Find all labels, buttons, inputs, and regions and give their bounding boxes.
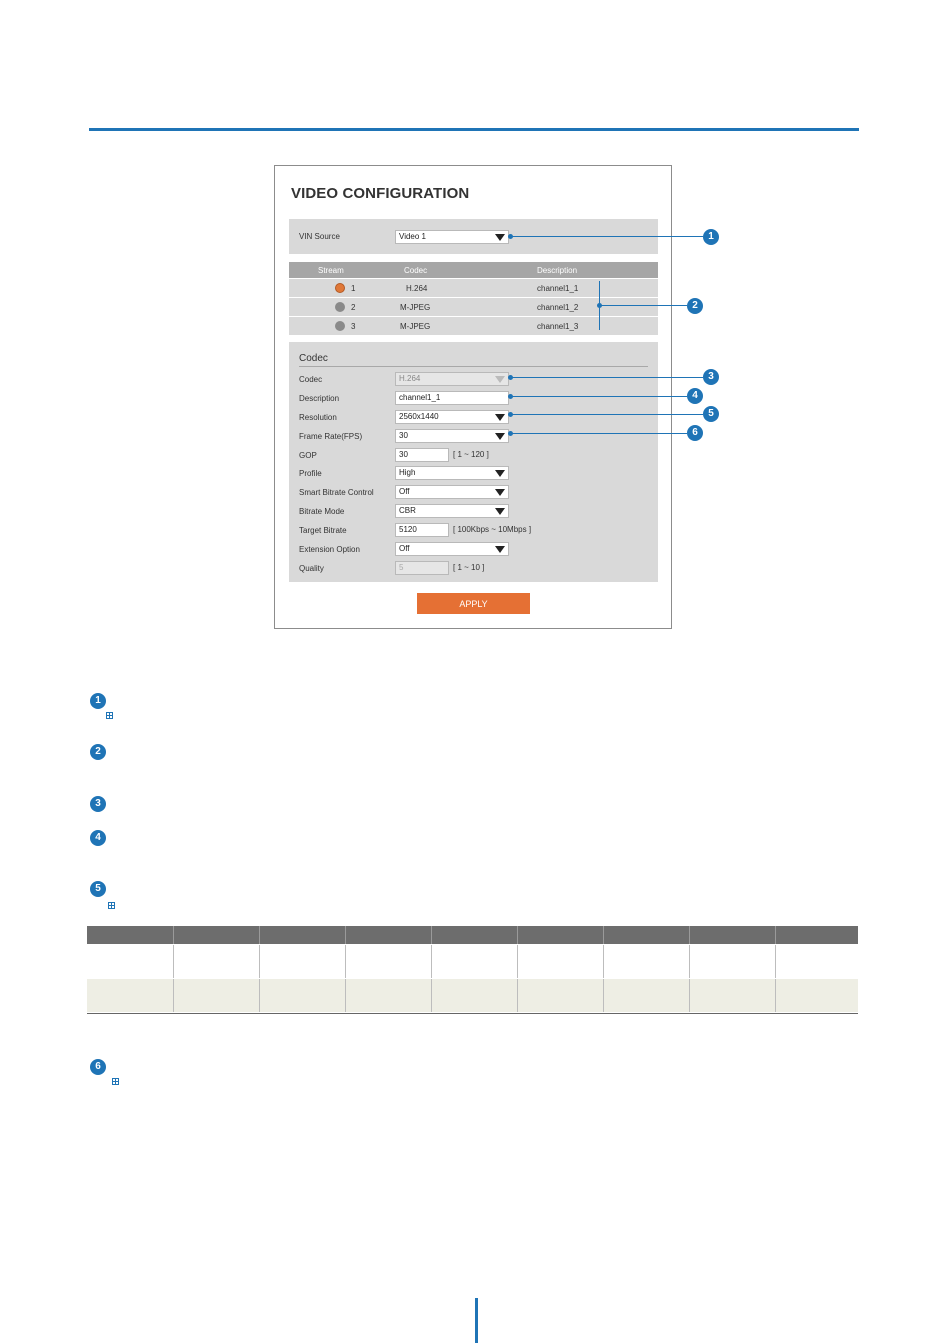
- vin-source-value: Video 1: [399, 232, 426, 241]
- chevron-down-icon: [495, 234, 505, 241]
- table-divider: [775, 926, 776, 944]
- callout-line: [600, 305, 687, 306]
- table-divider: [173, 926, 174, 944]
- table-divider: [775, 945, 776, 978]
- resolution-select[interactable]: [395, 410, 509, 424]
- stream-number: 3: [351, 322, 356, 331]
- table-divider: [689, 979, 690, 1012]
- table-divider: [431, 926, 432, 944]
- target-bitrate-value: 5120: [399, 525, 417, 534]
- callout-5-badge: 5: [703, 406, 719, 422]
- callout-line: [511, 236, 703, 237]
- apply-button[interactable]: APPLY: [417, 593, 530, 614]
- bitrate-mode-label: Bitrate Mode: [299, 507, 345, 516]
- chevron-down-icon: [495, 433, 505, 440]
- gop-input[interactable]: [395, 448, 449, 462]
- header-codec: Codec: [404, 266, 428, 275]
- gop-label: GOP: [299, 451, 317, 460]
- callout-2-badge: 2: [687, 298, 703, 314]
- smart-bitrate-label: Smart Bitrate Control: [299, 488, 374, 497]
- item-5-badge: 5: [90, 881, 106, 897]
- header-description: Description: [537, 266, 578, 275]
- header-rule: [89, 128, 859, 131]
- note-icon: [112, 1078, 119, 1085]
- table-divider: [603, 926, 604, 944]
- video-configuration-screenshot: [274, 165, 672, 629]
- table-divider: [173, 979, 174, 1012]
- table-divider: [517, 945, 518, 978]
- item-1-badge: 1: [90, 693, 106, 709]
- stream-codec: M-JPEG: [400, 303, 431, 312]
- codec-panel: [289, 342, 658, 582]
- callout-line: [511, 433, 687, 434]
- stream-codec: M-JPEG: [400, 322, 431, 331]
- quality-range: [ 1 ~ 10 ]: [453, 563, 485, 572]
- table-row: [87, 945, 858, 978]
- extension-option-value: Off: [399, 544, 410, 553]
- table-divider: [689, 926, 690, 944]
- callout-line: [511, 414, 703, 415]
- table-divider: [345, 926, 346, 944]
- resolution-value: 2560x1440: [399, 412, 439, 421]
- bitrate-mode-select[interactable]: [395, 504, 509, 518]
- chevron-down-icon: [495, 489, 505, 496]
- table-divider: [259, 979, 260, 1012]
- table-divider: [173, 945, 174, 978]
- codec-value: H.264: [399, 374, 421, 383]
- page-title: VIDEO CONFIGURATION: [291, 185, 470, 202]
- codec-section-title: Codec: [299, 353, 328, 364]
- item-3-badge: 3: [90, 796, 106, 812]
- description-input[interactable]: [395, 391, 509, 405]
- stream-radio-1[interactable]: [335, 283, 345, 293]
- stream-description: channel1_3: [537, 322, 579, 331]
- vin-source-select[interactable]: [395, 230, 509, 244]
- target-bitrate-input[interactable]: [395, 523, 449, 537]
- stream-radio-2[interactable]: [335, 302, 345, 312]
- table-divider: [603, 979, 604, 1012]
- note-icon: [108, 902, 115, 909]
- quality-value: 5: [399, 563, 404, 572]
- description-value: channel1_1: [399, 393, 441, 402]
- chevron-down-icon: [495, 414, 505, 421]
- stream-table-header: [289, 262, 658, 278]
- vin-source-label: VIN Source: [299, 232, 340, 241]
- callout-1-badge: 1: [703, 229, 719, 245]
- frame-rate-label: Frame Rate(FPS): [299, 432, 363, 441]
- stream-description: channel1_1: [537, 284, 579, 293]
- stream-number: 2: [351, 303, 356, 312]
- stream-radio-3[interactable]: [335, 321, 345, 331]
- frame-rate-select[interactable]: [395, 429, 509, 443]
- codec-label: Codec: [299, 375, 323, 384]
- profile-label: Profile: [299, 469, 322, 478]
- chevron-down-icon: [495, 470, 505, 477]
- stream-codec: H.264: [406, 284, 428, 293]
- table-divider: [345, 979, 346, 1012]
- note-icon: [106, 712, 113, 719]
- description-label: Description: [299, 394, 340, 403]
- target-bitrate-label: Target Bitrate: [299, 526, 347, 535]
- table-divider: [517, 979, 518, 1012]
- chevron-down-icon: [495, 508, 505, 515]
- callout-line: [511, 377, 703, 378]
- resolution-table-header: [87, 926, 858, 944]
- stream-row-3[interactable]: [289, 317, 658, 335]
- resolution-label: Resolution: [299, 413, 337, 422]
- chevron-down-icon: [495, 546, 505, 553]
- smart-bitrate-value: Off: [399, 487, 410, 496]
- extension-option-label: Extension Option: [299, 545, 360, 554]
- codec-select[interactable]: [395, 372, 509, 386]
- quality-input[interactable]: [395, 561, 449, 575]
- callout-line: [511, 396, 687, 397]
- extension-option-select[interactable]: [395, 542, 509, 556]
- target-bitrate-range: [ 100Kbps ~ 10Mbps ]: [453, 525, 532, 534]
- table-divider: [431, 979, 432, 1012]
- callout-6-badge: 6: [687, 425, 703, 441]
- gop-value: 30: [399, 450, 408, 459]
- table-divider: [517, 926, 518, 944]
- footer-rule: [475, 1298, 478, 1343]
- stream-description: channel1_2: [537, 303, 579, 312]
- table-bottom-rule: [87, 1013, 858, 1014]
- callout-3-badge: 3: [703, 369, 719, 385]
- table-row: [87, 979, 858, 1012]
- stream-row-2[interactable]: [289, 298, 658, 316]
- table-divider: [259, 926, 260, 944]
- stream-row-1[interactable]: [289, 279, 658, 297]
- table-divider: [775, 979, 776, 1012]
- profile-value: High: [399, 468, 416, 477]
- item-4-badge: 4: [90, 830, 106, 846]
- codec-divider: [299, 366, 648, 367]
- smart-bitrate-select[interactable]: [395, 485, 509, 499]
- table-divider: [345, 945, 346, 978]
- chevron-down-icon: [495, 376, 505, 383]
- profile-select[interactable]: [395, 466, 509, 480]
- stream-number: 1: [351, 284, 356, 293]
- bitrate-mode-value: CBR: [399, 506, 416, 515]
- frame-rate-value: 30: [399, 431, 408, 440]
- header-stream: Stream: [318, 266, 344, 275]
- gop-range: [ 1 ~ 120 ]: [453, 450, 489, 459]
- callout-4-badge: 4: [687, 388, 703, 404]
- table-divider: [259, 945, 260, 978]
- table-divider: [689, 945, 690, 978]
- item-6-badge: 6: [90, 1059, 106, 1075]
- table-divider: [431, 945, 432, 978]
- item-2-badge: 2: [90, 744, 106, 760]
- table-divider: [603, 945, 604, 978]
- quality-label: Quality: [299, 564, 324, 573]
